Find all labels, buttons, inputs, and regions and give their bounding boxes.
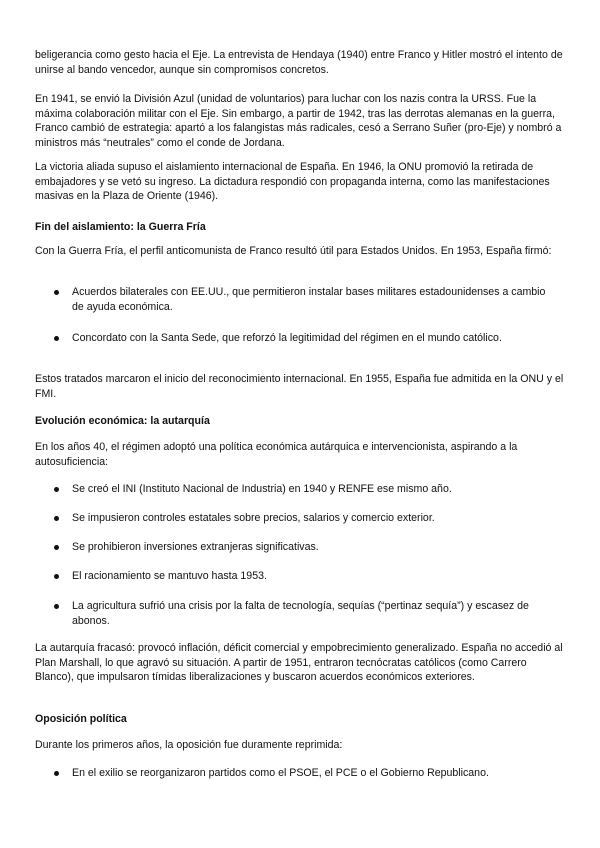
bullet-icon <box>54 336 59 341</box>
list-item-controles: Se impusieron controles estatales sobre precios, salarios y comercio exterior. <box>55 511 555 526</box>
paragraph-reconocimiento: Estos tratados marcaron el inicio del reconocimiento internacional. En 1955, España fue admitida en la ONU y el FMI. <box>35 373 564 400</box>
heading-autarquia: Evolución económica: la autarquía <box>35 415 210 427</box>
list-item-ini: Se creó el INI (Instituto Nacional de Industria) en 1940 y RENFE ese mismo año. <box>55 482 555 497</box>
list-item-agricultura: La agricultura sufrió una crisis por la falta de tecnología, sequías (“pertinaz sequía”) y escasez de abonos. <box>55 599 555 628</box>
heading-oposicion: Oposición política <box>35 713 127 725</box>
paragraph-division-azul: En 1941, se envió la División Azul (unidad de voluntarios) para luchar con los nazis contra la URSS. Fue la máxima colaboración militar con el Eje. Sin embargo, a partir de 1942, tras las derrotas alemanas en la guerra, Franco cambió de estrategia: apartó a los falangistas más radicales, cesó a Serrano Suñer (pro-Eje) y nombró a ministros más “neutrales” como el conde de Jordana. <box>35 93 562 149</box>
bullet-icon <box>54 771 59 776</box>
list-item-inversiones: Se prohibieron inversiones extranjeras significativas. <box>55 540 555 555</box>
list-item-racionamiento: El racionamiento se mantuvo hasta 1953. <box>55 569 555 584</box>
bullet-icon <box>54 604 59 609</box>
list-item-exilio: En el exilio se reorganizaron partidos como el PSOE, el PCE o el Gobierno Republicano. <box>55 766 555 781</box>
bullet-icon <box>54 290 59 295</box>
bullet-icon <box>54 574 59 579</box>
bullet-icon <box>54 545 59 550</box>
heading-fin-aislamiento: Fin del aislamiento: la Guerra Fría <box>35 221 206 233</box>
paragraph-oposicion: Durante los primeros años, la oposición fue duramente reprimida: <box>35 739 343 751</box>
paragraph-hendaya: beligerancia como gesto hacia el Eje. La entrevista de Hendaya (1940) entre Franco y Hitler mostró el intento de unirse al bando vencedor, aunque sin compromisos concretos. <box>35 49 563 76</box>
bullet-icon <box>54 487 59 492</box>
bullet-icon <box>54 516 59 521</box>
paragraph-autarquia-intro: En los años 40, el régimen adoptó una política económica autárquica e intervencionista, aspirando a la autosuficiencia: <box>35 441 518 468</box>
paragraph-fracaso-autarquia: La autarquía fracasó: provocó inflación, déficit comercial y empobrecimiento generalizado. España no accedió al Plan Marshall, lo que agravó su situación. A partir de 1951, entraron tecnócratas católicos (como Carrero Blanco), que impulsaron tímidas liberalizaciones y buscaron acuerdos económicos exteriores. <box>35 642 563 684</box>
paragraph-guerra-fria: Con la Guerra Fría, el perfil anticomunista de Franco resultó útil para Estados Unidos. En 1953, España firmó: <box>35 245 552 257</box>
list-item-concordato: Concordato con la Santa Sede, que reforzó la legitimidad del régimen en el mundo católico. <box>55 331 555 346</box>
list-item-acuerdos: Acuerdos bilaterales con EE.UU., que permitieron instalar bases militares estadounidenses a cambio de ayuda económica. <box>55 285 555 314</box>
paragraph-aislamiento: La victoria aliada supuso el aislamiento internacional de España. En 1946, la ONU promovió la retirada de embajadores y se vetó su ingreso. La dictadura respondió con propaganda interna, como las manifestaciones masivas en la Plaza de Oriente (1946). <box>35 161 550 203</box>
